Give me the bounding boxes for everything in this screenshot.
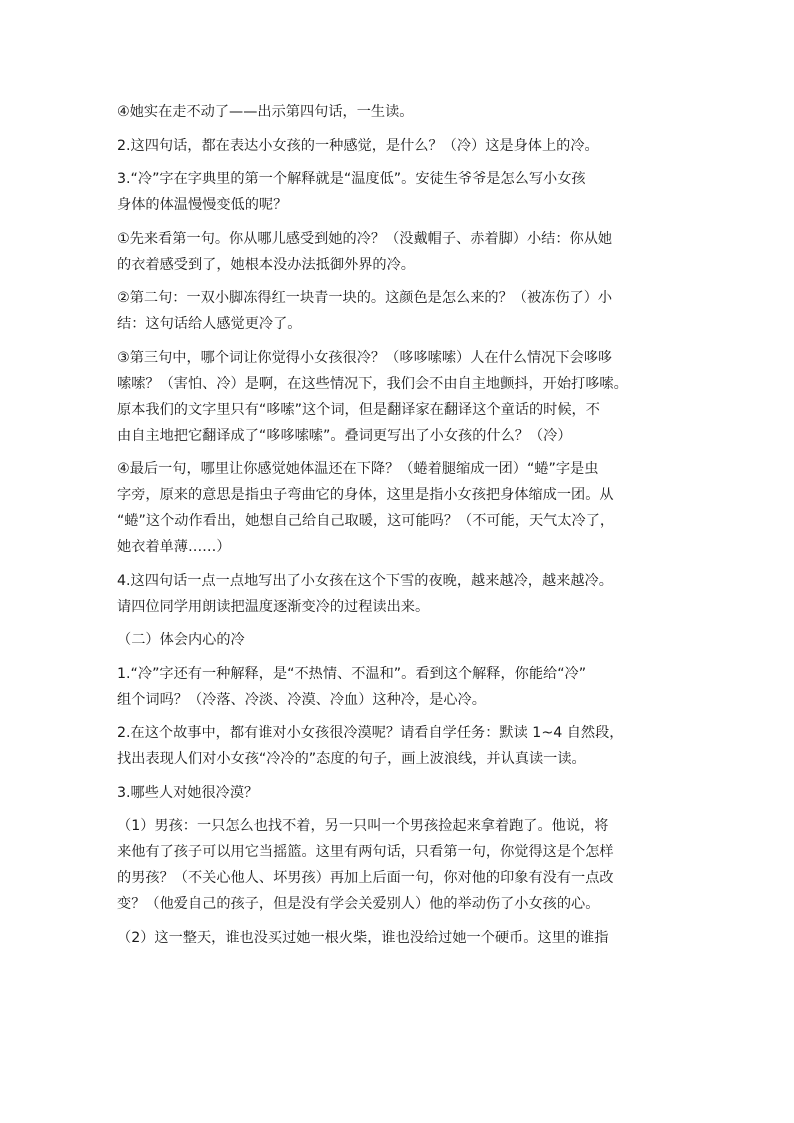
text-line: 3.哪些人对她很冷漠？ bbox=[117, 784, 259, 801]
text-line: 2.在这个故事中，都有谁对小女孩很冷漠呢？请看自学任务：默读 1~4 自然段， bbox=[117, 725, 624, 741]
text-line: 4.这四句话一点一点地写出了小女孩在这个下雪的夜晚，越来越冷，越来越冷。 bbox=[117, 572, 613, 589]
text-line: 找出表现人们对小女孩“冷冷的”态度的句子，画上波浪线，并认真读一读。 bbox=[117, 751, 586, 767]
text-line: 字旁，原来的意思是指虫子弯曲它的身体，这里是指小女孩把身体缩成一团。从 bbox=[117, 487, 614, 503]
text-line: ④最后一句，哪里让你感觉她体温还在下降？（蜷着腿缩成一团）“蜷”字是虫 bbox=[117, 461, 599, 477]
text-line: 变？（他爱自己的孩子，但是没有学会关爱别人）他的举动伤了小女孩的心。 bbox=[117, 896, 600, 912]
text-line: 的衣着感受到了，她根本没办法抵御外界的冷。 bbox=[117, 256, 415, 273]
text-line: 由自主地把它翻译成了“哆哆嗦嗦”。叠词更写出了小女孩的什么？（冷） bbox=[117, 427, 572, 444]
text-line: 嗦嗦？（害怕、冷）是啊，在这些情况下，我们会不由自主地颤抖，开始打哆嗦。 bbox=[117, 375, 628, 392]
text-line: “蜷”这个动作看出，她想自己给自己取暖，这可能吗？（不可能，天气太冷了， bbox=[117, 513, 615, 529]
text-line: 结：这句话给人感觉更冷了。 bbox=[117, 316, 302, 332]
text-line: 原本我们的文字里只有“哆嗦”这个词，但是翻译家在翻译这个童话的时候，不 bbox=[117, 401, 600, 418]
section-heading: （二）体会内心的冷 bbox=[117, 632, 245, 648]
text-line: 3.“冷”字在字典里的第一个解释就是“温度低”。安徒生爷爷是怎么写小女孩 bbox=[117, 171, 586, 187]
text-line: 组个词吗？（冷落、冷淡、冷漠、冷血）这种冷，是心冷。 bbox=[117, 691, 486, 708]
quoted-text-line: （2）这一整天，谁也没买过她一根火柴，谁也没给过她一个硬币。这里的谁指 bbox=[117, 929, 609, 946]
text-line: 1.“冷”字还有一种解释，是“不热情、不温和”。看到这个解释，你能给“冷” bbox=[117, 665, 587, 682]
text-line: 2.这四句话，都在表达小女孩的一种感觉，是什么？（冷）这是身体上的冷。 bbox=[117, 137, 599, 154]
text-line: ①先来看第一句。你从哪儿感受到她的冷？（没戴帽子、赤着脚）小结：你从她 bbox=[117, 230, 613, 247]
quoted-text-line: （1）男孩：一只怎么也找不着，另一只叫一个男孩捡起来拿着跑了。他说，将 bbox=[117, 818, 609, 834]
text-line: 的男孩？（不关心他人、坏男孩）再加上后面一句，你对他的印象有没有一点改 bbox=[117, 870, 614, 886]
text-line: 请四位同学用朗读把温度逐渐变冷的过程读出来。 bbox=[117, 598, 430, 615]
text-line: ②第二句：一双小脚冻得红一块青一块的。这颜色是怎么来的？（被冻伤了）小 bbox=[117, 290, 613, 306]
text-line: 身体的体温慢慢变低的呢？ bbox=[117, 197, 288, 213]
text-line: ③第三句中，哪个词让你觉得小女孩很冷？（哆哆嗦嗦）人在什么情况下会哆哆 bbox=[117, 349, 613, 366]
document-body bbox=[117, 99, 685, 951]
text-line: ④她实在走不动了——出示第四句话，一生读。 bbox=[117, 104, 414, 120]
text-line: 她衣着单薄……） bbox=[117, 539, 231, 555]
text-line: 来他有了孩子可以用它当摇篮。这里有两句话，只看第一句，你觉得这是个怎样 bbox=[117, 844, 614, 860]
